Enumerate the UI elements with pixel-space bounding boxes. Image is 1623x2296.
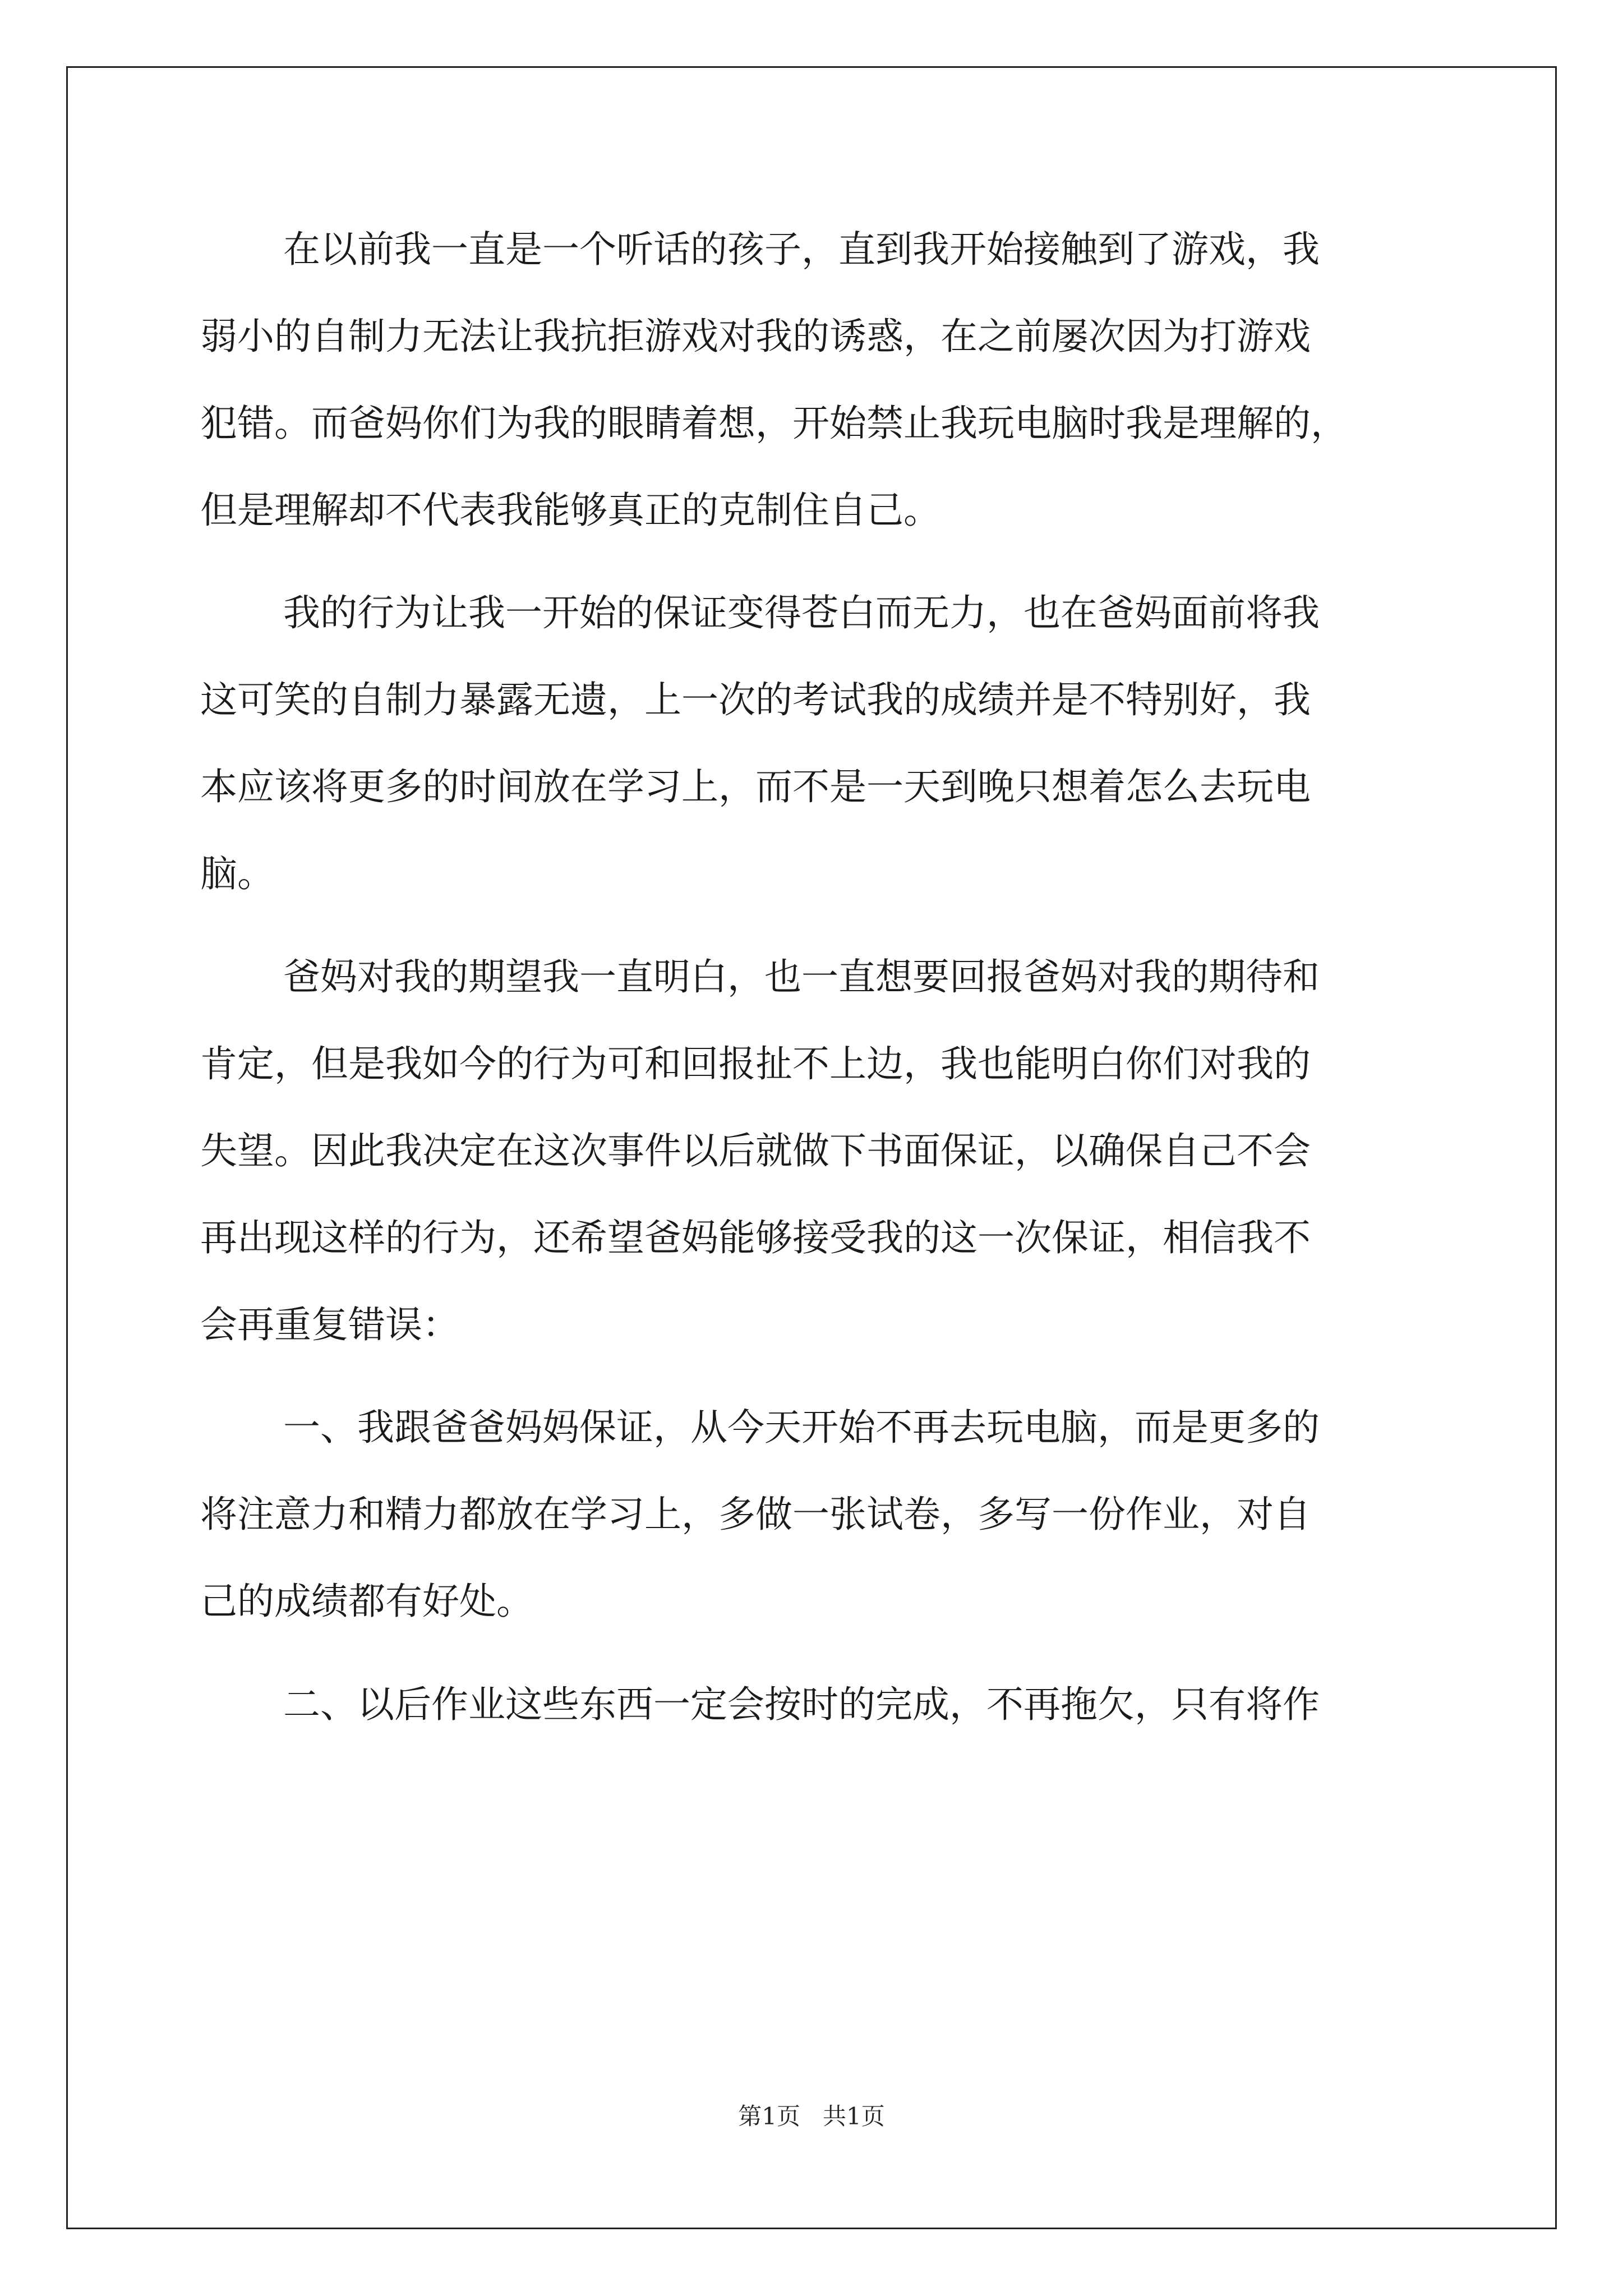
- text-line: 再出现这样的行为，还希望爸妈能够接受我的这一次保证，相信我不: [200, 1216, 1311, 1259]
- text-line: 会再重复错误：: [200, 1303, 459, 1346]
- text-line: 犯错。而爸妈你们为我的眼睛着想，开始禁止我玩电脑时我是理解的，: [200, 402, 1348, 445]
- text-line: 将注意力和精力都放在学习上，多做一张试卷，多写一份作业，对自: [200, 1493, 1311, 1536]
- page-number: 第1页 共1页: [738, 2102, 885, 2130]
- text-line: 本应该将更多的时间放在学习上，而不是一天到晚只想着怎么去玩电: [200, 765, 1311, 808]
- text-line: 我的行为让我一开始的保证变得苍白而无力，也在爸妈面前将我: [283, 591, 1320, 634]
- text-line: 一、我跟爸爸妈妈保证，从今天开始不再去玩电脑，而是更多的: [283, 1406, 1320, 1449]
- text-line: 在以前我一直是一个听话的孩子，直到我开始接触到了游戏，我: [283, 228, 1320, 271]
- text-line: 弱小的自制力无法让我抗拒游戏对我的诱惑，在之前屡次因为打游戏: [200, 315, 1311, 358]
- text-line: 二、以后作业这些东西一定会按时的完成，不再拖欠，只有将作: [283, 1683, 1320, 1726]
- text-line: 但是理解却不代表我能够真正的克制住自己。: [200, 489, 940, 532]
- text-line: 己的成绩都有好处。: [200, 1580, 533, 1623]
- text-line: 脑。: [200, 852, 274, 895]
- text-line: 这可笑的自制力暴露无遗，上一次的考试我的成绩并是不特别好，我: [200, 678, 1311, 721]
- text-line: 失望。因此我决定在这次事件以后就做下书面保证，以确保自己不会: [200, 1129, 1311, 1172]
- text-line: 肯定，但是我如今的行为可和回报扯不上边，我也能明白你们对我的: [200, 1042, 1311, 1085]
- text-line: 爸妈对我的期望我一直明白，也一直想要回报爸妈对我的期待和: [283, 955, 1320, 999]
